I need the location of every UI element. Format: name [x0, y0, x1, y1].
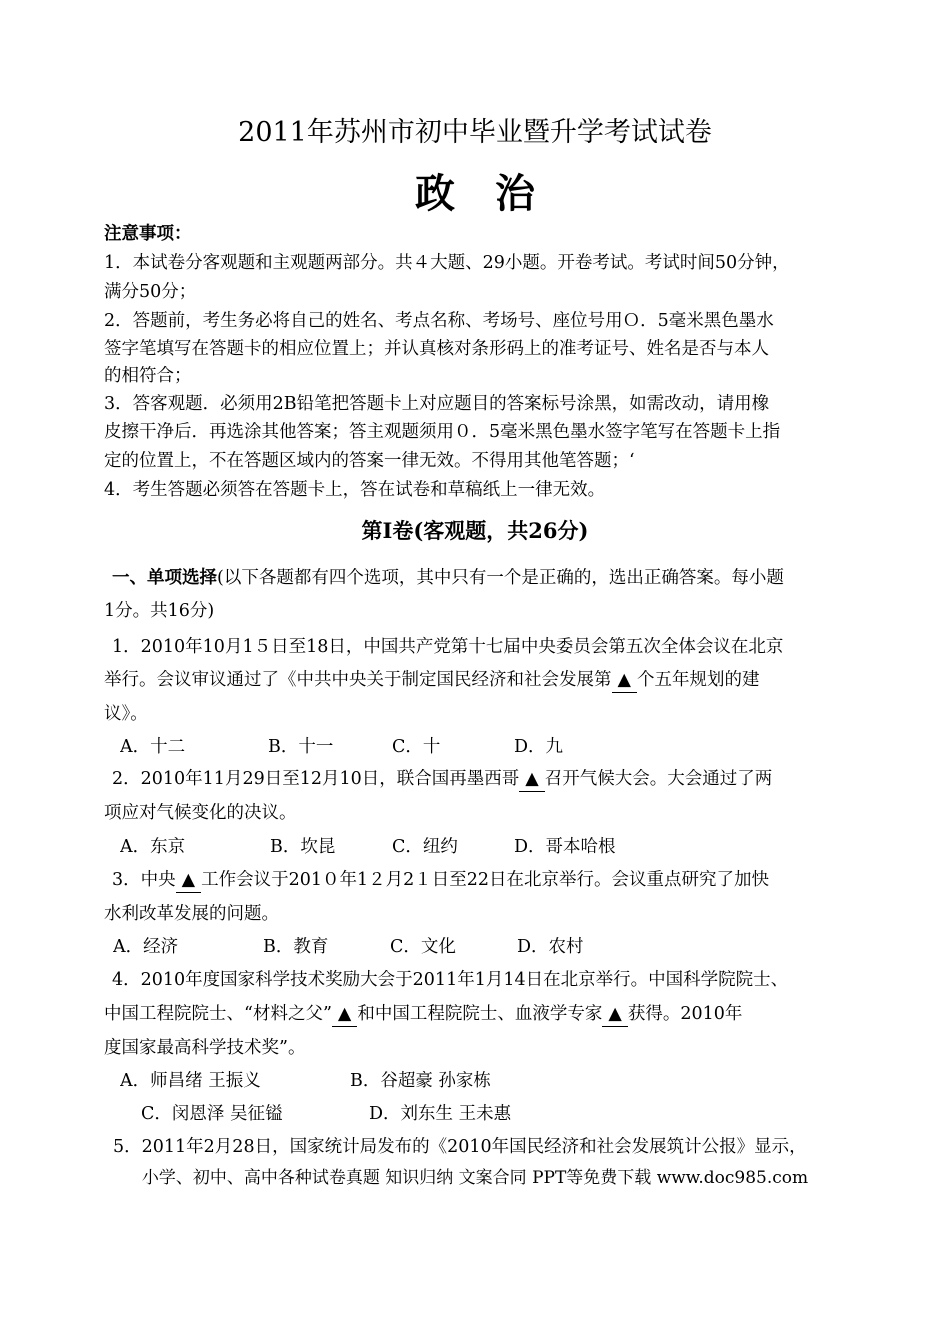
notes-line: 的相符合； [104, 366, 192, 386]
question-2-options [120, 833, 865, 861]
answer-blank: ▲ [612, 668, 637, 693]
question-1-line: 1．2010年10月1５日至18日，中国共产党第十七届中央委员会第五次全体会议在北京 [112, 637, 784, 657]
option-d: D．哥本哈根 [514, 837, 616, 857]
answer-blank: ▲ [332, 1002, 357, 1027]
answer-blank: ▲ [519, 767, 544, 792]
question-3-line: 水利改革发展的问题。 [104, 904, 279, 924]
option-d: D．刘东生 王未惠 [369, 1104, 512, 1124]
notes-line: 2．答题前，考生务必将自己的姓名、考点名称、考场号、座位号用Ｏ．5毫米黑色墨水 [104, 311, 774, 331]
subject-char-1: 政 [415, 170, 455, 217]
option-b: B．坎昆 [270, 837, 336, 857]
notes-line: 定的位置上，不在答题区域内的答案一律无效。不得用其他笔答题；‘ [104, 451, 635, 471]
exam-title: 2011年苏州市初中毕业暨升学考试试卷 [238, 117, 712, 148]
option-c: C．闵恩泽 吴征镒 [141, 1104, 283, 1124]
notes-line: 皮擦干净后．再选涂其他答案；答主观题须用０．5毫米黑色墨水签字笔写在答题卡上指 [104, 422, 781, 442]
question-4-line: 4．2010年度国家科学技术奖励大会于2011年1月14日在北京举行。中国科学院院士、 [112, 970, 789, 990]
question-1-line: 举行。会议审议通过了《中共中央关于制定国民经济和社会发展第 ▲ 个五年规划的建 [104, 666, 849, 694]
page-footer: 小学、初中、高中各种试卷真题 知识归纳 文案合同 PPT等免费下载 www.doc985.com [141, 1168, 809, 1188]
option-c: C．十 [392, 737, 441, 757]
question-3-line: 3．中央 ▲ 工作会议于201０年1２月2１日至22日在北京举行。会议重点研究了加快 [112, 866, 857, 894]
notes-line: 满分50分； [104, 282, 197, 302]
question-3-options [113, 933, 858, 961]
option-a: A．十二 [120, 737, 186, 757]
option-b: B．十一 [268, 737, 334, 757]
question-1-line: 议》。 [104, 704, 148, 724]
notes-line: 3．答客观题．必须用2B铅笔把答题卡上对应题目的答案标号涂黑，如需改动，请用橡 [104, 394, 770, 414]
part-instructions [112, 564, 857, 592]
option-d: D．农村 [517, 937, 584, 957]
answer-blank: ▲ [602, 1002, 627, 1027]
notes-line: 1．本试卷分客观题和主观题两部分。共４大题、29小题。开卷考试。考试时间50分钟， [104, 253, 790, 273]
option-a: A．经济 [113, 937, 179, 957]
option-a: A．师昌绪 王振义 [120, 1071, 261, 1091]
option-b: B．谷超豪 孙家栋 [350, 1071, 491, 1091]
question-4-options-row-2 [141, 1100, 886, 1128]
subject-heading [0, 167, 950, 221]
section-title: 第Ⅰ卷(客观题，共26分) [361, 518, 589, 543]
part-description: (以下各题都有四个选项，其中只有一个是正确的，选出正确答案。每小题 [217, 568, 784, 588]
question-4-line: 度国家最高科学技术奖”。 [104, 1038, 306, 1058]
notes-line: 4．考生答题必须答在答题卡上，答在试卷和草稿纸上一律无效。 [104, 480, 606, 500]
question-4-options-row-1 [120, 1067, 865, 1095]
question-2-line: 项应对气候变化的决议。 [104, 803, 297, 823]
question-1-options [120, 733, 865, 761]
option-d: D．九 [514, 737, 564, 757]
question-5-line: 5．2011年2月28日，国家统计局发布的《2010年国民经济和社会发展筑计公报》显示， [113, 1137, 807, 1157]
part-label: 一、单项选择 [112, 568, 217, 588]
option-c: C．文化 [390, 937, 456, 957]
answer-blank: ▲ [176, 868, 201, 893]
subject-char-2: 治 [495, 170, 535, 217]
option-b: B．教育 [263, 937, 329, 957]
question-2-line: 2．2010年11月29日至12月10日，联合国再墨西哥 ▲ 召开气候大会。大会通过了两 [112, 765, 857, 793]
part-instructions-cont: 1分。共16分) [104, 601, 215, 621]
option-a: A．东京 [120, 837, 186, 857]
notes-heading: 注意事项： [104, 224, 192, 244]
notes-line: 签字笔填写在答题卡的相应位置上；并认真核对条形码上的准考证号、姓名是否与本人 [104, 339, 769, 359]
question-4-line: 中国工程院院士、“材料之父” ▲ 和中国工程院院士、血液学专家 ▲ 获得。2010年 [104, 1000, 849, 1028]
option-c: C．纽约 [392, 837, 458, 857]
